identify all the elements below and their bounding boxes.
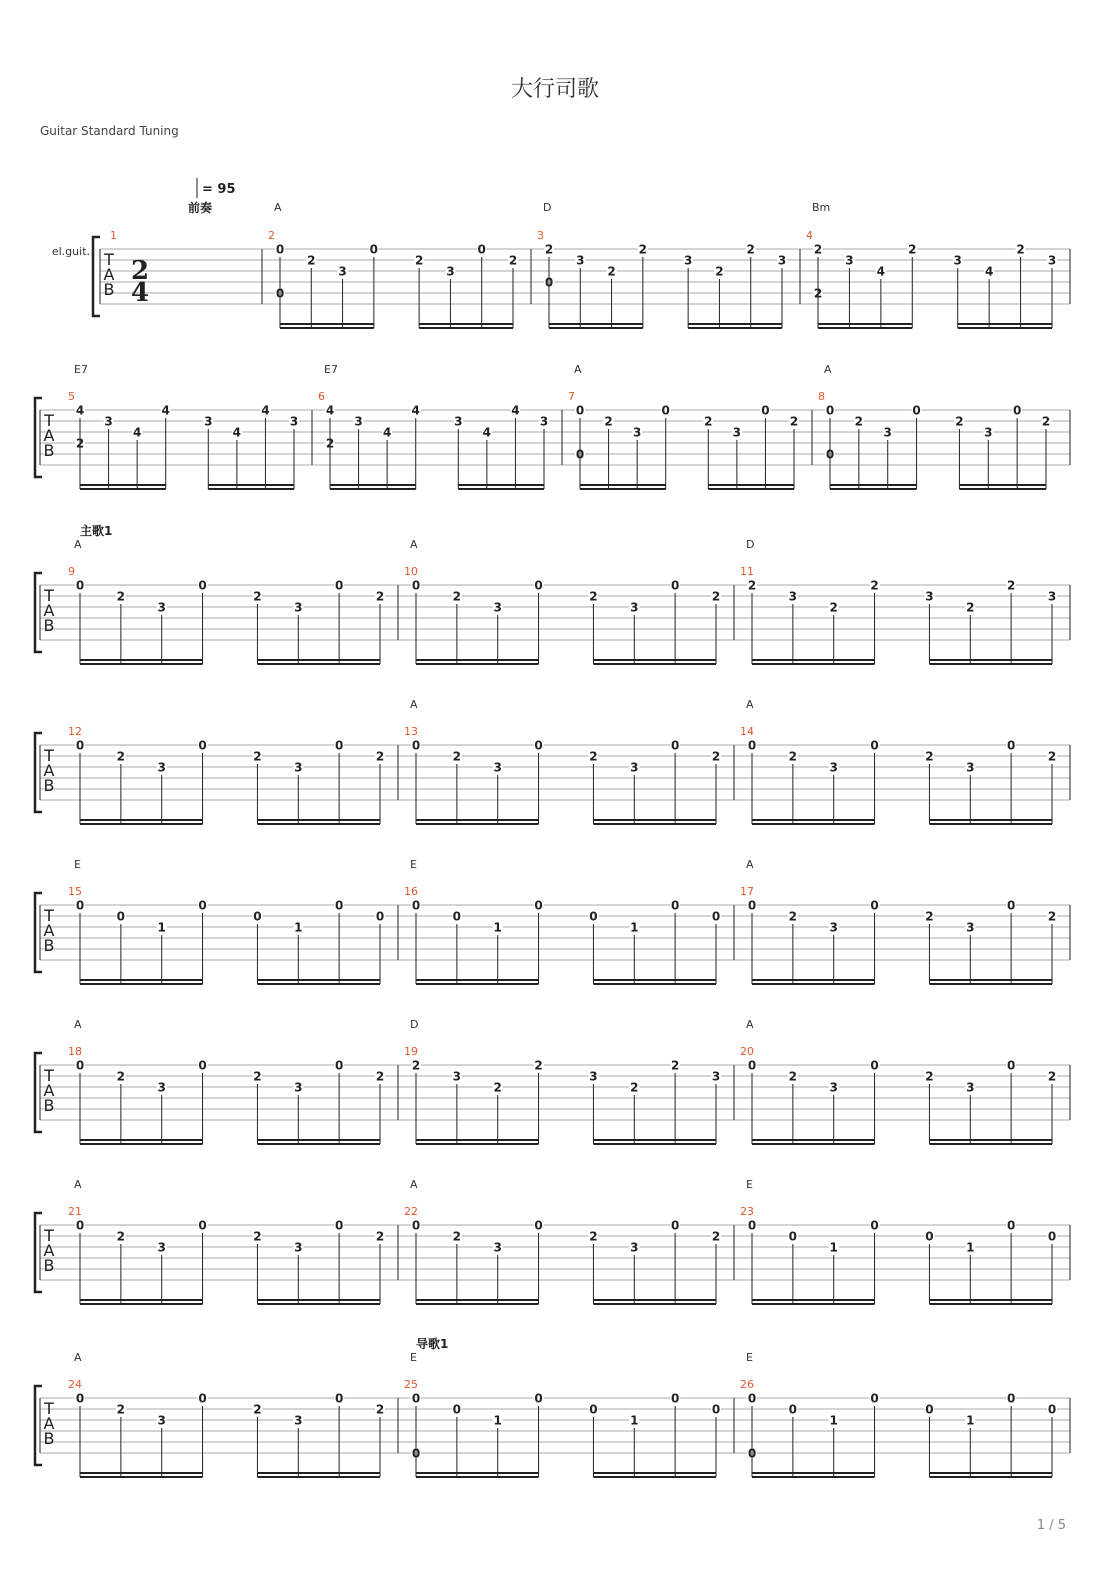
fret-number: 0 — [825, 447, 835, 462]
measure-number: 16 — [404, 885, 418, 898]
fret-number: 0 — [912, 403, 921, 418]
fret-number: 0 — [575, 403, 585, 418]
chord-name: A — [74, 538, 82, 551]
chord-name: A — [746, 1018, 754, 1031]
fret-number: 2 — [452, 589, 462, 604]
fret-number: 0 — [375, 909, 385, 924]
fret-number: 4 — [261, 403, 270, 418]
tab-letter: B — [43, 1096, 55, 1115]
fret-number: 0 — [334, 1218, 344, 1233]
fret-number: 0 — [870, 1058, 879, 1073]
fret-number: 0 — [711, 1402, 721, 1417]
fret-number: 3 — [493, 1240, 502, 1255]
chord-name: E — [746, 1178, 753, 1191]
fret-number: 3 — [630, 1240, 639, 1255]
fret-number: 0 — [534, 898, 543, 913]
chord-name: Bm — [812, 201, 831, 214]
fret-number: 3 — [493, 760, 502, 775]
tab-letter: A — [43, 1414, 55, 1433]
fret-number: 2 — [1047, 1069, 1057, 1084]
fret-number: 2 — [908, 242, 917, 257]
measure-number: 4 — [806, 229, 813, 242]
fret-number: 3 — [777, 253, 787, 268]
fret-number: 0 — [334, 1391, 344, 1406]
song-title: 大行司歌 — [510, 77, 599, 102]
measure-number: 2 — [268, 229, 275, 242]
fret-number: 2 — [375, 1402, 385, 1417]
fret-number: 0 — [788, 1229, 798, 1244]
fret-number: 0 — [334, 898, 344, 913]
measure-number: 20 — [740, 1045, 754, 1058]
fret-number: 0 — [198, 1391, 207, 1406]
fret-number: 2 — [1041, 414, 1051, 429]
fret-number: 0 — [198, 1058, 207, 1073]
fret-number: 3 — [294, 1240, 303, 1255]
fret-number: 0 — [544, 275, 554, 290]
tab-letter: T — [44, 1399, 54, 1418]
chord-name: A — [74, 1018, 82, 1031]
fret-number: 2 — [1016, 242, 1025, 257]
fret-number: 3 — [338, 264, 347, 279]
fret-number: 3 — [539, 414, 549, 429]
fret-number: 0 — [75, 1391, 85, 1406]
fret-number: 2 — [704, 414, 713, 429]
chord-name: D — [746, 538, 755, 551]
tab-letter: T — [44, 1226, 54, 1245]
fret-number: 0 — [198, 738, 207, 753]
fret-number: 2 — [307, 253, 316, 268]
fret-number: 1 — [966, 1413, 975, 1428]
fret-number: 4 — [382, 425, 392, 440]
fret-number: 3 — [204, 414, 213, 429]
measure-number: 24 — [68, 1378, 82, 1391]
fret-number: 0 — [1006, 898, 1016, 913]
fret-number: 0 — [1012, 403, 1022, 418]
measure-number: 8 — [818, 390, 825, 403]
tab-letter: A — [43, 1241, 55, 1260]
fret-number: 0 — [334, 1058, 344, 1073]
time-signature-numerator: 2 — [130, 256, 150, 286]
fret-number: 0 — [534, 1218, 543, 1233]
fret-number: 0 — [711, 909, 721, 924]
fret-number: 2 — [788, 1069, 798, 1084]
fret-number: 2 — [813, 242, 823, 257]
fret-number: 0 — [477, 242, 486, 257]
fret-number: 2 — [452, 749, 462, 764]
fret-number: 0 — [670, 738, 680, 753]
fret-number: 1 — [294, 920, 303, 935]
fret-number: 0 — [411, 578, 421, 593]
fret-number: 0 — [1006, 1391, 1016, 1406]
tab-letter: A — [43, 921, 55, 940]
fret-number: 2 — [452, 1229, 462, 1244]
tab-letter: T — [44, 746, 54, 765]
fret-number: 2 — [604, 414, 613, 429]
fret-number: 3 — [829, 920, 838, 935]
fret-number: 2 — [925, 909, 934, 924]
section-label: 导歌1 — [416, 1337, 449, 1351]
fret-number: 2 — [325, 436, 335, 451]
fret-number: 2 — [607, 264, 616, 279]
fret-number: 0 — [761, 403, 770, 418]
fret-number: 3 — [632, 425, 642, 440]
fret-number: 2 — [414, 253, 424, 268]
fret-number: 0 — [589, 1402, 598, 1417]
tab-letter: B — [43, 1429, 55, 1448]
fret-number: 2 — [747, 578, 757, 593]
fret-number: 0 — [411, 1218, 421, 1233]
fret-number: 3 — [354, 414, 363, 429]
tab-letter: B — [43, 441, 55, 460]
fret-number: 2 — [375, 589, 385, 604]
chord-name: A — [824, 363, 832, 376]
fret-number: 2 — [788, 749, 798, 764]
fret-number: 0 — [116, 909, 126, 924]
fret-number: 3 — [683, 253, 693, 268]
fret-number: 3 — [157, 600, 166, 615]
tab-letter: B — [43, 1256, 55, 1275]
chord-name: A — [746, 858, 754, 871]
fret-number: 3 — [294, 1080, 303, 1095]
fret-number: 2 — [925, 1069, 934, 1084]
measure-number: 18 — [68, 1045, 82, 1058]
fret-number: 3 — [446, 264, 455, 279]
fret-number: 0 — [75, 1058, 85, 1073]
fret-number: 1 — [157, 920, 166, 935]
fret-number: 0 — [1047, 1402, 1057, 1417]
fret-number: 0 — [75, 738, 85, 753]
tab-letter: T — [104, 250, 114, 269]
tab-letter: T — [44, 586, 54, 605]
tab-letter: A — [43, 426, 55, 445]
fret-number: 3 — [630, 760, 639, 775]
fret-number: 3 — [732, 425, 742, 440]
measure-number: 22 — [404, 1205, 418, 1218]
fret-number: 2 — [589, 589, 598, 604]
tab-letter: B — [43, 936, 55, 955]
fret-number: 3 — [157, 1413, 166, 1428]
measure-number: 12 — [68, 725, 82, 738]
fret-number: 1 — [630, 1413, 639, 1428]
fret-number: 0 — [1006, 1058, 1016, 1073]
fret-number: 2 — [75, 436, 85, 451]
fret-number: 0 — [253, 909, 262, 924]
fret-number: 0 — [1047, 1229, 1057, 1244]
fret-number: 4 — [984, 264, 994, 279]
fret-number: 2 — [116, 1229, 126, 1244]
fret-number: 2 — [711, 749, 721, 764]
fret-number: 0 — [75, 898, 85, 913]
fret-number: 3 — [953, 253, 962, 268]
tab-letter: T — [44, 906, 54, 925]
fret-number: 0 — [1006, 738, 1016, 753]
chord-name: A — [574, 363, 582, 376]
fret-number: 2 — [116, 1069, 126, 1084]
fret-number: 2 — [411, 1058, 421, 1073]
fret-number: 1 — [630, 920, 639, 935]
fret-number: 1 — [829, 1413, 838, 1428]
fret-number: 4 — [876, 264, 886, 279]
chord-name: A — [74, 1351, 82, 1364]
tab-letter: B — [103, 280, 115, 299]
fret-number: 2 — [670, 1058, 680, 1073]
chord-name: D — [410, 1018, 419, 1031]
fret-number: 2 — [1006, 578, 1016, 593]
fret-number: 2 — [1047, 749, 1057, 764]
fret-number: 0 — [275, 286, 285, 301]
fret-number: 0 — [589, 909, 598, 924]
fret-number: 2 — [630, 1080, 639, 1095]
fret-number: 0 — [747, 1446, 757, 1461]
fret-number: 0 — [411, 738, 421, 753]
tab-letter: B — [43, 616, 55, 635]
fret-number: 3 — [845, 253, 854, 268]
tab-letter: B — [43, 776, 55, 795]
fret-number: 2 — [955, 414, 964, 429]
tab-letter: A — [43, 761, 55, 780]
fret-number: 0 — [670, 1391, 680, 1406]
fret-number: 3 — [788, 589, 798, 604]
fret-number: 2 — [589, 749, 598, 764]
fret-number: 3 — [493, 600, 502, 615]
tab-letter: T — [44, 411, 54, 430]
fret-number: 2 — [253, 589, 262, 604]
fret-number: 0 — [870, 1218, 879, 1233]
fret-number: 0 — [925, 1402, 934, 1417]
fret-number: 4 — [482, 425, 492, 440]
fret-number: 0 — [411, 898, 421, 913]
fret-number: 0 — [661, 403, 670, 418]
chord-name: E7 — [324, 363, 338, 376]
tab-letter: A — [43, 601, 55, 620]
fret-number: 0 — [411, 1391, 421, 1406]
fret-number: 3 — [966, 920, 975, 935]
fret-number: 0 — [534, 1391, 543, 1406]
fret-number: 0 — [747, 1391, 757, 1406]
fret-number: 2 — [116, 1402, 126, 1417]
measure-number: 1 — [110, 229, 117, 242]
fret-number: 0 — [575, 447, 585, 462]
fret-number: 4 — [232, 425, 242, 440]
fret-number: 0 — [670, 898, 680, 913]
fret-number: 2 — [253, 1229, 262, 1244]
fret-number: 3 — [289, 414, 299, 429]
fret-number: 0 — [925, 1229, 934, 1244]
fret-number: 2 — [789, 414, 799, 429]
fret-number: 4 — [75, 403, 85, 418]
fret-number: 0 — [788, 1402, 798, 1417]
measure-number: 19 — [404, 1045, 418, 1058]
fret-number: 0 — [747, 738, 757, 753]
fret-number: 2 — [711, 589, 721, 604]
fret-number: 2 — [375, 1069, 385, 1084]
measure-number: 14 — [740, 725, 754, 738]
chord-name: A — [410, 538, 418, 551]
tempo-marking: = 95 — [202, 182, 236, 197]
fret-number: 3 — [576, 253, 585, 268]
chord-name: D — [543, 201, 552, 214]
chord-name: E — [410, 858, 417, 871]
chord-name: A — [746, 698, 754, 711]
fret-number: 3 — [157, 1240, 166, 1255]
fret-number: 0 — [452, 1402, 462, 1417]
fret-number: 0 — [75, 578, 85, 593]
fret-number: 0 — [275, 242, 285, 257]
measure-number: 10 — [404, 565, 418, 578]
fret-number: 2 — [375, 749, 385, 764]
fret-number: 2 — [746, 242, 755, 257]
fret-number: 3 — [452, 1069, 462, 1084]
measure-number: 15 — [68, 885, 82, 898]
measure-number: 23 — [740, 1205, 754, 1218]
fret-number: 0 — [870, 738, 879, 753]
fret-number: 3 — [966, 1080, 975, 1095]
section-label: 前奏 — [188, 201, 213, 215]
fret-number: 2 — [870, 578, 879, 593]
fret-number: 3 — [1047, 589, 1057, 604]
fret-number: 2 — [508, 253, 518, 268]
chord-name: E7 — [74, 363, 88, 376]
fret-number: 2 — [253, 1402, 262, 1417]
fret-number: 1 — [966, 1240, 975, 1255]
measure-number: 9 — [68, 565, 75, 578]
tuning-label: Guitar Standard Tuning — [40, 124, 179, 138]
fret-number: 3 — [925, 589, 934, 604]
staff-bracket — [93, 237, 100, 316]
tab-letter: A — [103, 265, 115, 284]
fret-number: 0 — [670, 578, 680, 593]
chord-name: A — [274, 201, 282, 214]
fret-number: 0 — [747, 1218, 757, 1233]
fret-number: 3 — [294, 600, 303, 615]
fret-number: 2 — [493, 1080, 502, 1095]
fret-number: 2 — [375, 1229, 385, 1244]
fret-number: 1 — [493, 1413, 502, 1428]
fret-number: 4 — [132, 425, 142, 440]
fret-number: 0 — [198, 898, 207, 913]
fret-number: 2 — [711, 1229, 721, 1244]
time-signature-denominator: 4 — [130, 278, 150, 308]
fret-number: 4 — [161, 403, 170, 418]
fret-number: 0 — [670, 1218, 680, 1233]
measure-number: 21 — [68, 1205, 82, 1218]
fret-number: 2 — [788, 909, 798, 924]
page-number: 1 / 5 — [1036, 1518, 1066, 1533]
fret-number: 0 — [411, 1446, 421, 1461]
fret-number: 2 — [589, 1229, 598, 1244]
fret-number: 2 — [966, 600, 975, 615]
fret-number: 0 — [534, 578, 543, 593]
fret-number: 2 — [534, 1058, 543, 1073]
chord-name: A — [74, 1178, 82, 1191]
fret-number: 0 — [369, 242, 379, 257]
fret-number: 0 — [825, 403, 835, 418]
fret-number: 2 — [544, 242, 554, 257]
fret-number: 0 — [870, 898, 879, 913]
fret-number: 3 — [104, 414, 113, 429]
fret-number: 3 — [157, 1080, 166, 1095]
fret-number: 2 — [638, 242, 648, 257]
fret-number: 3 — [589, 1069, 598, 1084]
measure-number: 26 — [740, 1378, 754, 1391]
chord-name: E — [74, 858, 81, 871]
fret-number: 2 — [715, 264, 724, 279]
chord-name: A — [410, 1178, 418, 1191]
fret-number: 3 — [984, 425, 993, 440]
fret-number: 1 — [829, 1240, 838, 1255]
fret-number: 3 — [157, 760, 166, 775]
fret-number: 3 — [454, 414, 463, 429]
fret-number: 0 — [334, 578, 344, 593]
fret-number: 2 — [813, 286, 823, 301]
fret-number: 1 — [493, 920, 502, 935]
fret-number: 0 — [1006, 1218, 1016, 1233]
measure-number: 25 — [404, 1378, 418, 1391]
measure-number: 3 — [537, 229, 544, 242]
measure-number: 7 — [568, 390, 575, 403]
fret-number: 2 — [116, 589, 126, 604]
fret-number: 3 — [711, 1069, 721, 1084]
fret-number: 3 — [829, 760, 838, 775]
fret-number: 0 — [747, 898, 757, 913]
fret-number: 2 — [854, 414, 864, 429]
fret-number: 0 — [75, 1218, 85, 1233]
fret-number: 2 — [925, 749, 934, 764]
measure-number: 11 — [740, 565, 754, 578]
tab-letter: A — [43, 1081, 55, 1100]
fret-number: 0 — [747, 1058, 757, 1073]
fret-number: 2 — [829, 600, 838, 615]
fret-number: 3 — [630, 600, 639, 615]
tab-letter: T — [44, 1066, 54, 1085]
fret-number: 3 — [883, 425, 892, 440]
section-label: 主歌1 — [80, 524, 113, 538]
fret-number: 0 — [198, 578, 207, 593]
fret-number: 2 — [253, 749, 262, 764]
chord-name: E — [410, 1351, 417, 1364]
fret-number: 3 — [1047, 253, 1057, 268]
fret-number: 0 — [452, 909, 462, 924]
fret-number: 2 — [116, 749, 126, 764]
fret-number: 3 — [966, 760, 975, 775]
fret-number: 4 — [411, 403, 420, 418]
fret-number: 2 — [253, 1069, 262, 1084]
instrument-label: el.guit. — [51, 245, 90, 258]
measure-number: 17 — [740, 885, 754, 898]
fret-number: 0 — [870, 1391, 879, 1406]
fret-number: 0 — [198, 1218, 207, 1233]
chord-name: A — [410, 698, 418, 711]
measure-number: 13 — [404, 725, 418, 738]
fret-number: 3 — [829, 1080, 838, 1095]
fret-number: 4 — [325, 403, 335, 418]
fret-number: 0 — [534, 738, 543, 753]
measure-number: 5 — [68, 390, 75, 403]
fret-number: 2 — [1047, 909, 1057, 924]
fret-number: 0 — [334, 738, 344, 753]
fret-number: 4 — [511, 403, 520, 418]
chord-name: E — [746, 1351, 753, 1364]
fret-number: 3 — [294, 1413, 303, 1428]
measure-number: 6 — [318, 390, 325, 403]
fret-number: 3 — [294, 760, 303, 775]
